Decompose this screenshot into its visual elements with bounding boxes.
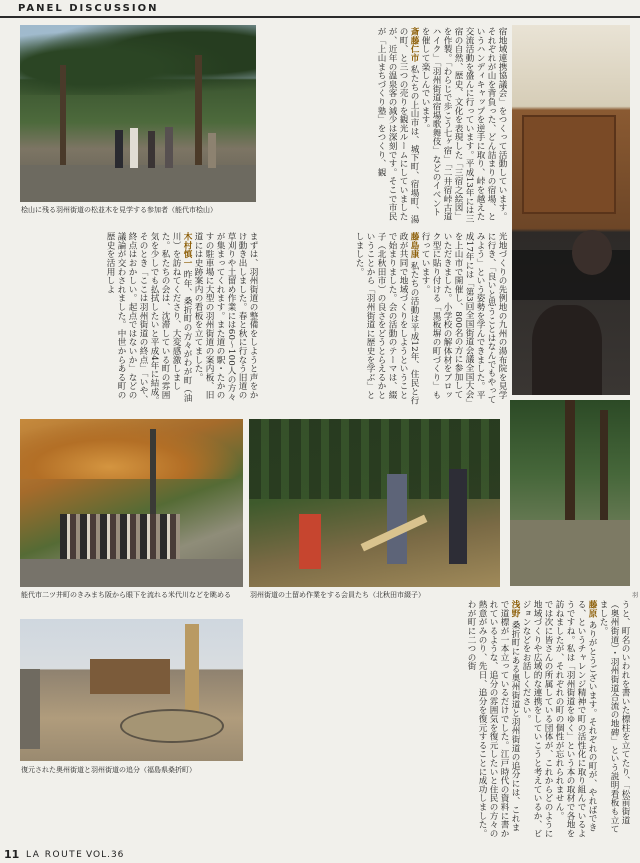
section-title: PANEL DISCUSSION xyxy=(18,3,159,14)
photo6-caption: 復元された奥州街道と羽州街道の追分（福島県桑折町） xyxy=(21,766,196,774)
photo-meeting-room xyxy=(512,25,630,395)
photo4-caption: 羽州街道の土留め作業をする会員たち（北秋田市綴子） xyxy=(250,591,425,599)
col4-text: 私たちの活動は平成12年、住民と行政が共同で地域づくりをしようということで始まりました。会の活動のテーマは、綴子（北秋田市）の良さをどうとらえるかということから「羽州街道に歴史を学ぶ」としました。 xyxy=(354,232,419,405)
speaker-saito: 斎藤仁市 xyxy=(409,27,419,63)
photo-oiwake-junction xyxy=(20,619,243,761)
photo-kimimachi-slope xyxy=(20,419,243,587)
article-col-3 xyxy=(20,232,258,407)
photo3-caption: 能代市二ツ井町のきみまち阪から眼下を流れる米代川などを眺める xyxy=(21,591,231,599)
article-col-2 xyxy=(262,232,507,407)
col9-text: では次に皆さんの所属している団体が、これからどのように地域づくりや広域的な連携をしていこうと考えているか、ビジョンなどをお話しください。 xyxy=(521,600,553,838)
col5-text: まずは、羽州街道の整備をしようと声をかけ動き出しました。春と秋に行なう旧道の草刈りや土留め作業には60〜100人の方々が集まってくれます。また道の駅・たかのすの駐車場に大型の羽州街道の案内板、旧道には史跡案内の看板を立てました。 xyxy=(193,232,258,402)
col7-text: うと、町名のいわれを書いた標柱を立てたり、「松前街道（奥州街道）・羽州街道合流の地碑」という説明看板も立てました。 xyxy=(598,600,630,834)
col3-text: 光地づくりの先例地の九州の湯布院を見学に行き、「良いと思うことはなんでもやってみよう」という姿勢を学んできました。平成17年には「第3回全国街道会議全国大会」を上山市で開催し、800名の方に参加していただきました。小学校の解体材をブロック型に貼り付ける「黒板塀の町づくり」も行っています。 xyxy=(420,232,507,404)
page-footer xyxy=(0,846,640,863)
photo-forest-path xyxy=(510,400,630,586)
photo-retaining-work xyxy=(249,419,500,587)
article-col-4 xyxy=(250,600,630,838)
article-col-1 xyxy=(262,27,507,225)
col6-text: 昨年、桑折町の方々がわが町（油川）を訪ねてくださり、大変感激しました。私たちの会は、沈滞している町の雰囲気を少しでも払拭したいと平成4年に結成。そのとき「ここは羽州街道の終点」「いや、終点はおかしい。起点ではないか」などの議論が交わされました。中世からある町の歴史を活用しよ xyxy=(105,232,192,405)
speaker-fujihara: 藤原 xyxy=(587,600,597,618)
magazine-name: LA ROUTE xyxy=(26,850,84,860)
speaker-fujishima: 藤島康 xyxy=(409,232,419,259)
speaker-asano: 浅野 xyxy=(510,600,520,618)
photo-pine-avenue xyxy=(20,25,256,202)
photo1-caption: 桧山に残る羽州街道の松並木を見学する参加者（能代市桧山） xyxy=(21,206,217,214)
speaker-kimura: 木村慎一 xyxy=(182,232,192,268)
page-number: 11 xyxy=(4,848,20,861)
col1-text: 宿地域連携協議会」をつくって活動しています。それぞれが山を背負った、どん詰まりの宿場、というハンディキャップを逆手に取り、峠を越えた交流活動を盛んに行っています。平成13年には三宿の自然、歴史、文化を表現した「三宿之絵図」を作製。「わらじで歩こう七ヶ宿」「二井宿峠古道ハイク」「羽州街道宿場歌舞伎」などのイベントを催して楽しんでいます。 xyxy=(420,27,507,224)
col8-text: ありがとうございます。それぞれの町が、やればできる、というチャレンジ精神で町の活性化に取り組んでいるようですね。私は「羽州街道をゆく」という本の取材で各地を訪ねましたが、それぞれの町の個性が忘れられません。 xyxy=(554,600,597,838)
col2-text: 私たちの上山市は、城下町、宿場町、湯の町、と三つの売りを観光ルームにしていましたが、近年の温泉客の減少は深刻です。そこで市民が「上山まちづくり塾」をつくり、観 xyxy=(376,27,419,224)
page-header xyxy=(0,0,640,16)
issue-number: VOL.36 xyxy=(86,850,125,860)
header-rule xyxy=(0,16,640,18)
col10-text: 桑折町にある奥州街道と羽州街道の追分には、これまで道標が一本立っているだけでした。江戸時代の資料に書かれているような、追分の雰囲気を復元したいと住民の方々の熱意がみのり、先日、追分を復元することに成功しました。わが町に二つの街 xyxy=(466,600,520,838)
side-caption-fragment: 羽 xyxy=(632,592,639,599)
